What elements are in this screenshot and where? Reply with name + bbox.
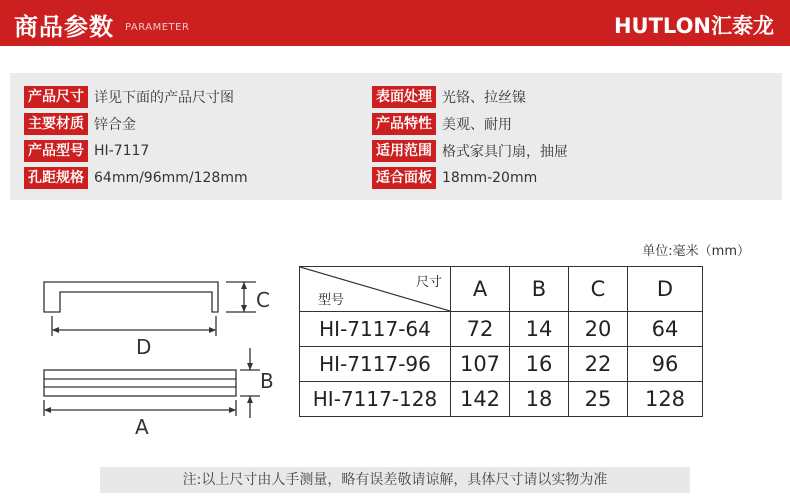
value-cell: 142 xyxy=(451,382,510,417)
spec-label: 产品特性 xyxy=(372,113,436,135)
column-header-c: C xyxy=(569,267,628,312)
table-row xyxy=(300,382,703,417)
footnote: 注:以上尺寸由人手测量，略有误差敬请谅解，具体尺寸请以实物为准 xyxy=(100,467,690,493)
dimension-label-a: A xyxy=(135,415,149,439)
value-cell: 22 xyxy=(569,347,628,382)
column-header-d: D xyxy=(628,267,703,312)
brand-logo: HUTLON汇泰龙 xyxy=(613,14,774,38)
spec-row xyxy=(24,113,136,135)
spec-value: 64mm/96mm/128mm xyxy=(94,170,248,186)
spec-label: 产品尺寸 xyxy=(24,86,88,108)
spec-row xyxy=(372,167,537,189)
spec-value: 18mm-20mm xyxy=(442,170,538,186)
column-header-b: B xyxy=(510,267,569,312)
model-cell: HI-7117-96 xyxy=(300,347,451,382)
value-cell: 64 xyxy=(628,312,703,347)
value-cell: 20 xyxy=(569,312,628,347)
model-cell: HI-7117-64 xyxy=(300,312,451,347)
spec-row xyxy=(24,86,234,108)
spec-row xyxy=(24,140,149,162)
spec-value: 锌合金 xyxy=(94,117,136,133)
dimension-label-d: D xyxy=(136,335,152,359)
value-cell: 107 xyxy=(451,347,510,382)
spec-row xyxy=(372,86,526,108)
spec-label: 表面处理 xyxy=(372,86,436,108)
spec-panel xyxy=(10,73,782,200)
value-cell: 72 xyxy=(451,312,510,347)
spec-row xyxy=(372,140,568,162)
spec-value: 光铬、拉丝镍 xyxy=(442,90,526,106)
unit-note: 单位:毫米（mm） xyxy=(642,244,750,259)
spec-label: 适用范围 xyxy=(372,140,436,162)
value-cell: 128 xyxy=(628,382,703,417)
value-cell: 18 xyxy=(510,382,569,417)
table-row xyxy=(300,347,703,382)
spec-value: 详见下面的产品尺寸图 xyxy=(94,90,234,106)
spec-row xyxy=(24,167,248,189)
spec-value: 美观、耐用 xyxy=(442,117,512,133)
handle-dimension-drawing xyxy=(30,270,280,440)
dimension-label-b: B xyxy=(260,369,274,393)
spec-value: 格式家具门扇，抽屉 xyxy=(442,144,568,160)
header-bar xyxy=(0,0,790,46)
corner-label-size: 尺寸 xyxy=(415,275,442,290)
value-cell: 14 xyxy=(510,312,569,347)
table-header-row xyxy=(300,267,703,312)
corner-label-model: 型号 xyxy=(318,293,345,308)
page-title: 商品参数 xyxy=(14,13,114,41)
dimension-table xyxy=(299,266,703,417)
column-header-a: A xyxy=(451,267,510,312)
dimension-label-c: C xyxy=(256,288,270,312)
model-cell: HI-7117-128 xyxy=(300,382,451,417)
spec-label: 孔距规格 xyxy=(24,167,88,189)
spec-label: 适合面板 xyxy=(372,167,436,189)
spec-label: 产品型号 xyxy=(24,140,88,162)
value-cell: 16 xyxy=(510,347,569,382)
spec-value: HI-7117 xyxy=(94,143,150,159)
spec-label: 主要材质 xyxy=(24,113,88,135)
value-cell: 96 xyxy=(628,347,703,382)
spec-row xyxy=(372,113,512,135)
table-row xyxy=(300,312,703,347)
value-cell: 25 xyxy=(569,382,628,417)
table-corner-cell xyxy=(300,267,451,312)
page-subtitle: PARAMETER xyxy=(125,22,190,33)
